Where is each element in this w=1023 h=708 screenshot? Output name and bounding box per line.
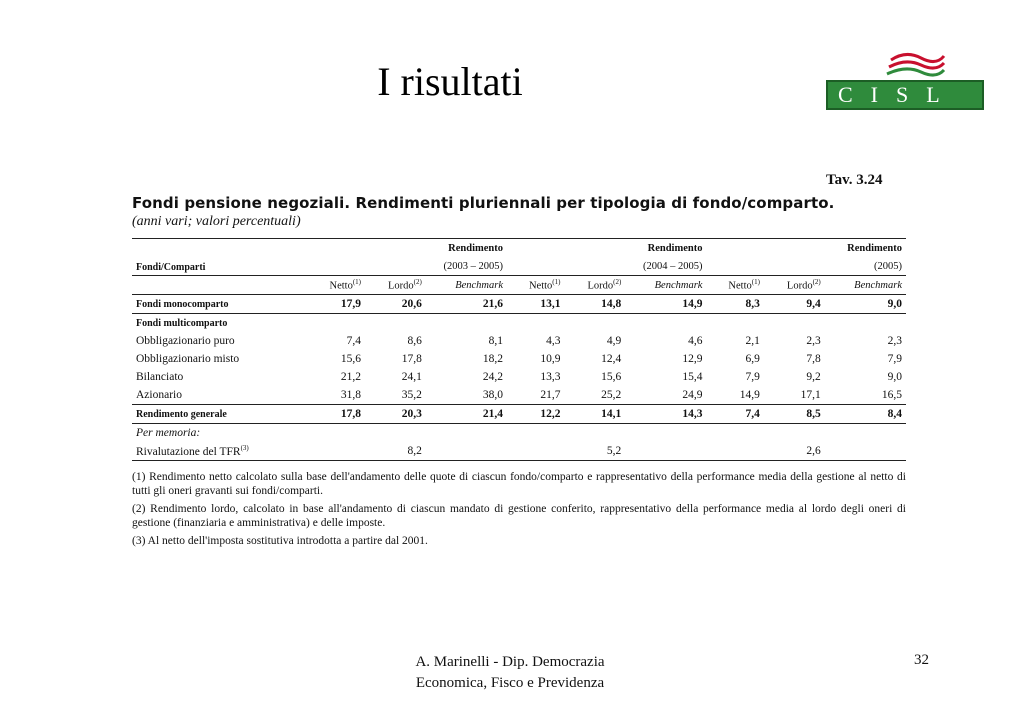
table-cell: 14,9 [625,295,706,314]
subcol-netto-3 [706,276,763,295]
table-cell [825,442,906,461]
table-cell: 25,2 [601,389,622,401]
table-cell [706,442,763,461]
table-cell: 20,6 [365,295,426,314]
table-cell: 14,9 [739,389,760,401]
cisl-logo [826,50,984,110]
table-cell [365,314,426,333]
row-label [132,350,308,368]
table-row [132,295,906,314]
table-cell: 4,6 [688,335,703,347]
table-note: (2) Rendimento lordo, calcolato in base all'andamento di ciascun mandato di gestione conferito, rappresentativo della performance media al lordo degli oneri di gestione (finanziaria e amministrativa) e delle imposte. [132,503,906,529]
table-cell: 4,9 [606,335,622,347]
table-cell: 24,9 [682,389,703,401]
table-row [132,332,906,350]
subcol-note-ref: (2) [413,278,422,287]
subcol-benchmark-1 [426,276,507,295]
subcol-note-ref: (2) [613,278,622,287]
subcol-netto-2 [507,276,564,295]
subcol-label: Lordo [388,280,414,292]
row-header-label: Fondi/Comparti [132,239,308,276]
group-title-3: Rendimento [706,239,906,258]
row-label [132,332,308,350]
table-cell [706,424,763,443]
table-cell: 9,0 [825,295,906,314]
table-cell: 9,2 [806,371,821,383]
table-cell [625,314,706,333]
table-cell: 7,8 [806,353,821,365]
table-row [132,350,906,368]
row-label-text: Rendimento generale [136,408,227,420]
table-cell: 12,9 [682,353,703,365]
footer-line-2: Economica, Fisco e Previdenza [415,675,605,691]
table-cell: 8,2 [365,442,426,461]
subcol-label: Benchmark [854,279,902,291]
subcol-netto-1 [308,276,365,295]
table-cell: 4,3 [546,335,561,347]
table-cell: 14,1 [564,405,625,424]
table-note: (1) Rendimento netto calcolato sulla base dell'andamento delle quote di ciascun fondo/comparto e rappresentativo della performance media della gestione al netto di tutti gli oneri gravanti sui fondi/comparti. [132,471,906,497]
table-cell: 15,4 [682,371,703,383]
group-title-1: Rendimento [308,239,507,258]
table-cell [764,424,825,443]
table-cell: 5,2 [564,442,625,461]
table-cell [564,424,625,443]
subcol-lordo-3 [764,276,825,295]
table-cell: 14,8 [564,295,625,314]
table-cell: 16,5 [881,389,902,401]
table-cell: 21,2 [340,371,361,383]
subcol-label: Benchmark [654,279,703,291]
table-row [132,424,906,443]
table-cell: 2,6 [764,442,825,461]
table-cell: 17,8 [401,353,422,365]
table-cell [825,314,906,333]
table-row [132,386,906,405]
row-label-text: Obbligazionario puro [136,335,235,347]
table-cell [507,442,564,461]
group-period-3: (2005) [874,260,902,272]
table-cell [507,314,564,333]
subcolumn-header-row [132,276,906,295]
subcol-label: Lordo [587,280,614,292]
table-cell: 21,6 [426,295,507,314]
table-cell [365,424,426,443]
table-cell: 7,4 [706,405,763,424]
table-cell [426,314,507,333]
flag-waves-icon [886,50,946,80]
subcol-note-ref: (1) [352,278,361,287]
table-title: Fondi pensione negoziali. Rendimenti pluriennali per tipologia di fondo/comparto. [132,194,835,212]
table-cell: 24,1 [401,371,422,383]
table-cell [625,424,706,443]
table-cell: 17,9 [308,295,365,314]
row-label [132,386,308,405]
subcol-note-ref: (2) [812,278,821,287]
table-cell: 7,9 [887,353,902,365]
footer-line-1: A. Marinelli - Dip. Democrazia [415,654,605,670]
table-cell [564,314,625,333]
table-cell: 15,6 [601,371,622,383]
table-cell: 14,3 [625,405,706,424]
footer-author [380,652,640,694]
subcol-lordo-1 [365,276,426,295]
row-label-text: Rivalutazione del TFR [136,445,241,458]
table-body [132,295,906,461]
table-number: Tav. 3.24 [826,172,883,188]
group-period-2: (2004 – 2005) [642,260,703,272]
table-cell: 8,1 [488,335,504,347]
table-subtitle: (anni vari; valori percentuali) [132,214,301,229]
subcol-label: Netto [329,280,353,292]
group-period-1: (2003 – 2005) [443,260,504,272]
subcol-label: Netto [528,280,553,292]
table-cell: 8,3 [706,295,763,314]
table-cell: 24,2 [482,371,504,383]
table-cell [825,424,906,443]
row-label-text: Azionario [136,389,182,401]
row-label [132,295,308,314]
table-cell [426,442,507,461]
table-cell: 7,9 [745,371,760,383]
subcol-note-ref: (1) [552,278,561,287]
table-cell: 2,3 [806,335,821,347]
table-cell: 8,6 [407,335,422,347]
table-row [132,314,906,333]
table-cell: 2,1 [745,335,760,347]
table-cell: 9,0 [887,371,902,383]
row-label [132,405,308,424]
subcol-benchmark-2 [625,276,706,295]
row-label-text: Fondi monocomparto [136,298,229,310]
row-label [132,424,308,443]
table-cell [308,442,365,461]
table-cell: 31,8 [340,389,361,401]
subcol-label: Netto [728,280,752,292]
table-cell [308,424,365,443]
table-cell [625,442,706,461]
table-note: (3) Al netto dell'imposta sostitutiva introdotta a partire dal 2001. [132,535,428,547]
table-cell: 12,4 [601,353,622,365]
table-cell: 9,4 [764,295,825,314]
table-cell [308,314,365,333]
table-cell: 8,4 [825,405,906,424]
table-cell: 35,2 [401,389,422,401]
table-cell [507,424,564,443]
table-cell [426,424,507,443]
table-cell: 8,5 [764,405,825,424]
table-cell: 15,6 [340,353,361,365]
table-cell: 13,1 [507,295,564,314]
row-label-text: Per memoria: [136,427,201,439]
table-cell: 18,2 [482,353,504,365]
subcol-benchmark-3 [825,276,906,295]
table-notes [132,470,906,552]
subcol-label: Benchmark [455,279,504,291]
table-row [132,368,906,386]
table-cell: 12,2 [507,405,564,424]
returns-table [132,238,906,461]
table-cell: 21,7 [540,389,561,401]
subcol-note-ref: (1) [751,278,760,287]
table-cell [706,314,763,333]
row-label-text: Bilanciato [136,371,184,383]
table-cell: 38,0 [482,389,504,401]
slide-title: I risultati [377,59,523,104]
row-label [132,442,308,461]
table-cell: 13,3 [540,371,561,383]
row-note-ref: (3) [240,444,249,453]
page-number: 32 [914,652,929,668]
row-label [132,368,308,386]
row-label-text: Obbligazionario misto [136,353,240,365]
table-cell: 20,3 [365,405,426,424]
row-label [132,314,308,333]
subcol-label: Lordo [786,280,813,292]
table-cell: 6,9 [745,353,760,365]
table-row [132,442,906,461]
row-label-text: Fondi multicomparto [136,317,228,329]
subcol-lordo-2 [564,276,625,295]
table-row [132,405,906,424]
logo-text: CISL [826,80,984,110]
table-cell: 2,3 [887,335,902,347]
table-cell [764,314,825,333]
table-cell: 17,1 [800,389,821,401]
group-title-2: Rendimento [507,239,706,258]
table-cell: 21,4 [426,405,507,424]
table-cell: 10,9 [540,353,561,365]
table-cell: 7,4 [346,335,361,347]
table-cell: 17,8 [308,405,365,424]
